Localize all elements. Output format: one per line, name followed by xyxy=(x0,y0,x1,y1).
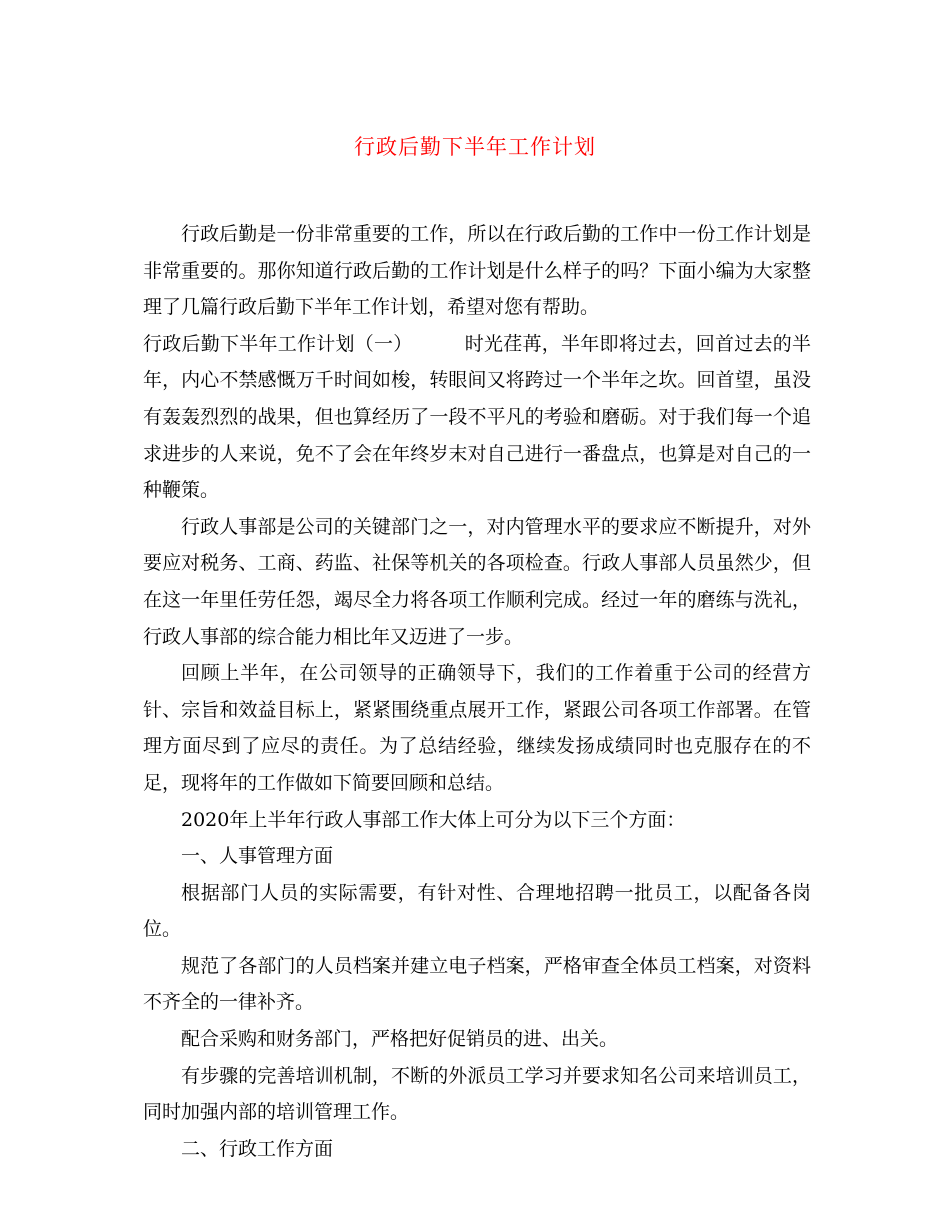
body-paragraph: 行政人事部是公司的关键部门之一，对内管理水平的要求应不断提升，对外要应对税务、工商、药监、社保等机关的各项检查。行政人事部人员虽然少，但在这一年里任劳任怨，竭尽全力将各项工作顺利完成。经过一年的磨练与洗礼，行政人事部的综合能力相比年又迈进了一步。 xyxy=(143,515,811,648)
intro-paragraph: 行政后勤是一份非常重要的工作，所以在行政后勤的工作中一份工作计划是非常重要的。那你知道行政后勤的工作计划是什么样子的吗？下面小编为大家整理了几篇行政后勤下半年工作计划，希望对您有帮助。 xyxy=(143,223,811,319)
body-paragraph: 2020年上半年行政人事部工作大体上可分为以下三个方面： xyxy=(181,808,686,831)
body-paragraph: 规范了各部门的人员档案并建立电子档案，严格审查全体员工档案，对资料不齐全的一律补齐。 xyxy=(143,954,811,1014)
plan-one-paragraph xyxy=(143,326,811,509)
section-heading: 一、人事管理方面 xyxy=(181,845,334,868)
body-paragraph: 配合采购和财务部门，严格把好促销员的进、出关。 xyxy=(181,1028,619,1051)
plan-heading: 行政后勤下半年工作计划（一） xyxy=(143,332,413,355)
body-paragraph: 根据部门人员的实际需要，有针对性、合理地招聘一批员工，以配备各岗位。 xyxy=(143,881,811,941)
plan-one-text: 时光荏苒，半年即将过去，回首过去的半年，内心不禁感慨万千时间如梭，转眼间又将跨过一个半年之坎。回首望，虽没有轰轰烈烈的战果，但也算经历了一段不平凡的考验和磨砺。对于我们每一个追求进步的人来说，免不了会在年终岁末对自己进行一番盘点，也算是对自己的一种鞭策。 xyxy=(143,332,811,502)
body-paragraph: 回顾上半年，在公司领导的正确领导下，我们的工作着重于公司的经营方针、宗旨和效益目标上，紧紧围绕重点展开工作，紧跟公司各项工作部署。在管理方面尽到了应尽的责任。为了总结经验，继续发扬成绩同时也克服存在的不足，现将年的工作做如下简要回顾和总结。 xyxy=(143,662,811,794)
section-heading: 二、行政工作方面 xyxy=(181,1137,334,1160)
body-paragraph: 有步骤的完善培训机制，不断的外派员工学习并要求知名公司来培训员工，同时加强内部的培训管理工作。 xyxy=(143,1064,811,1124)
document-body xyxy=(143,216,811,1167)
document-title: 行政后勤下半年工作计划 xyxy=(354,135,596,159)
